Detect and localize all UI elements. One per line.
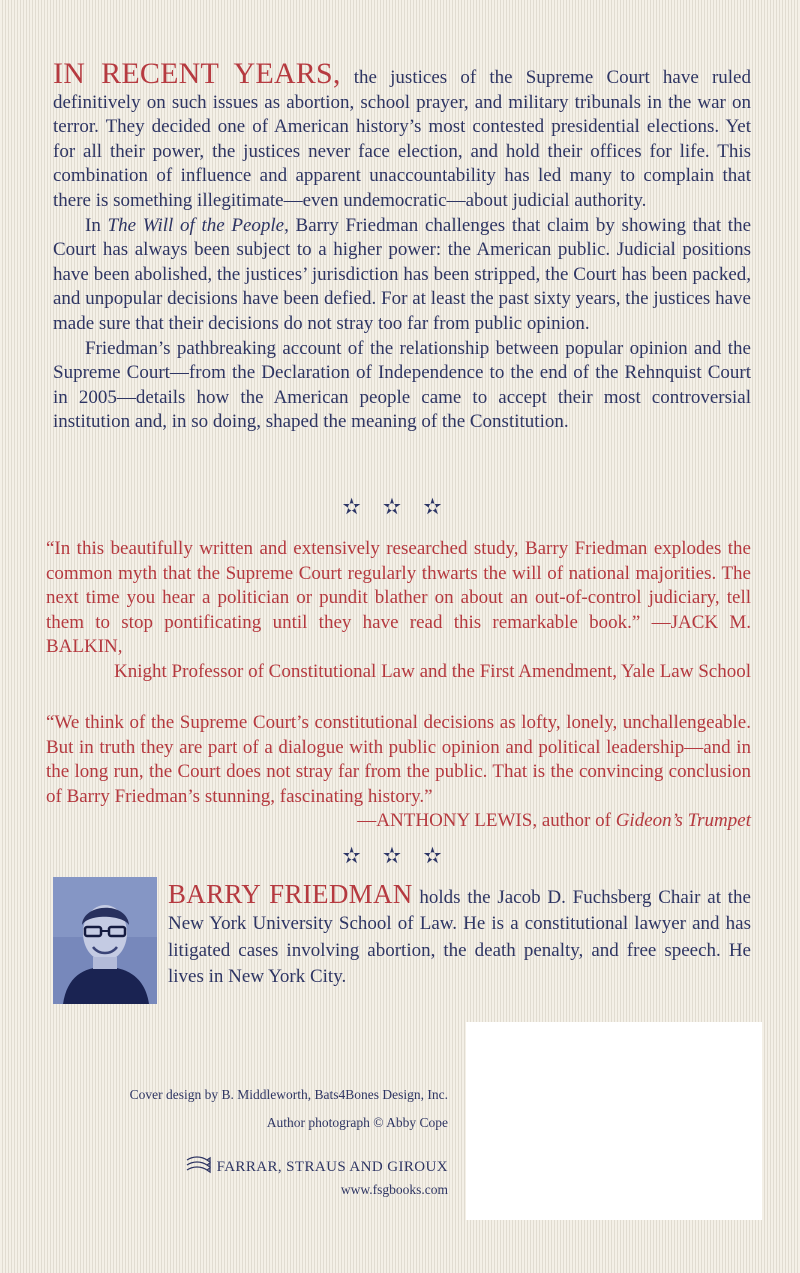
star-divider-2: [0, 843, 800, 869]
star-icon: ✫: [423, 843, 458, 868]
barcode-area: [466, 1022, 762, 1220]
star-divider-1: [0, 494, 800, 520]
star-icon: ✫: [342, 494, 377, 519]
blurb-quote-balkin: [46, 537, 751, 685]
description-paragraph-2: [53, 214, 751, 337]
star-icon: ✫: [342, 843, 377, 868]
author-name: BARRY FRIEDMAN: [168, 879, 413, 909]
fsg-fish-logo-icon: [185, 1156, 211, 1179]
description-p2-text: , Barry Friedman challenges that claim by showing that the Court has always been subject to a higher power: the American public. Judicial positions have been abolished, the justices’ jurisdiction has been stripped, the Court has been packed, and unpopular decisions have been defied. For at least the past sixty years, the justices have made sure that their decisions do not stray too far from public opinion.: [53, 214, 752, 334]
author-bio: [168, 881, 751, 991]
author-bio-text: holds the Jacob D. Fuchsberg Chair at the New York University School of Law. He is a constitutional lawyer and has litigated cases involving abortion, the death penalty, and free speech. He lives in New York City.: [168, 887, 751, 988]
publisher-name: FARRAR, STRAUS AND GIROUX: [216, 1158, 448, 1175]
lead-in: IN RECENT YEARS,: [53, 57, 341, 90]
star-icon: ✫: [382, 843, 418, 868]
description-paragraph-3: [53, 337, 751, 435]
author-photo: [53, 877, 157, 1004]
star-icon: ✫: [382, 494, 418, 519]
book-description: [53, 57, 752, 435]
publisher-imprint: [185, 1156, 448, 1179]
blurb-quote-lewis: [46, 711, 751, 834]
book-title-italic: The Will of the People: [107, 214, 285, 236]
description-p2-start: In: [85, 214, 108, 236]
author-portrait-graphic: [53, 877, 157, 1004]
cover-design-credit: Cover design by B. Middleworth, Bats4Bones Design, Inc.: [129, 1087, 448, 1102]
publisher-url[interactable]: www.fsgbooks.com: [340, 1182, 448, 1197]
star-icon: ✫: [423, 494, 458, 519]
attribution-prefix: —ANTHONY LEWIS, author of: [357, 810, 616, 832]
quote-text: “In this beautifully written and extensively researched study, Barry Friedman explodes the common myth that the Supreme Court regularly thwarts the will of national majorities. The next time you hear a politician or pundit blather on about an out-of-control judiciary, tell them to stop pontificating until they have read this remarkable book.”: [46, 538, 751, 633]
quote-attribution-title: Knight Professor of Constitutional Law and the First Amendment, Yale Law School: [114, 660, 751, 682]
description-p3-text: Friedman’s pathbreaking account of the relationship between popular opinion and the Supreme Court—from the Declaration of Independence to the end of the Rehnquist Court in 2005—details how the American people came to accept their most controversial institution and, in so doing, shaped the meaning of the Constitution.: [53, 337, 751, 433]
quote-attribution: [46, 809, 751, 834]
description-paragraph-1: [53, 57, 751, 214]
description-p1-text: the justices of the Supreme Court have ruled definitively on such issues as abortion, school prayer, and military tribunals in the war on terror. They decided one of American history’s most contested presidential elections. Yet for all their power, the justices never face election, and hold their offices for life. This combination of influence and apparent unaccountability has led many to complain that there is something illegitimate—even undemocratic—about judicial authority.: [53, 67, 751, 211]
quote-text: “We think of the Supreme Court’s constitutional decisions as lofty, lonely, unchallengeable. But in truth they are part of a dialogue with public opinion and political leadership—and in the long run, the Court does not stray far from the public. That is the convincing conclusion of Barry Friedman’s stunning, fascinating history.”: [46, 712, 751, 807]
quote-attribution: —JACK M. BALKIN,: [46, 611, 752, 658]
photo-credit: Author photograph © Abby Cope: [266, 1115, 448, 1130]
attribution-work: Gideon’s Trumpet: [615, 810, 751, 832]
